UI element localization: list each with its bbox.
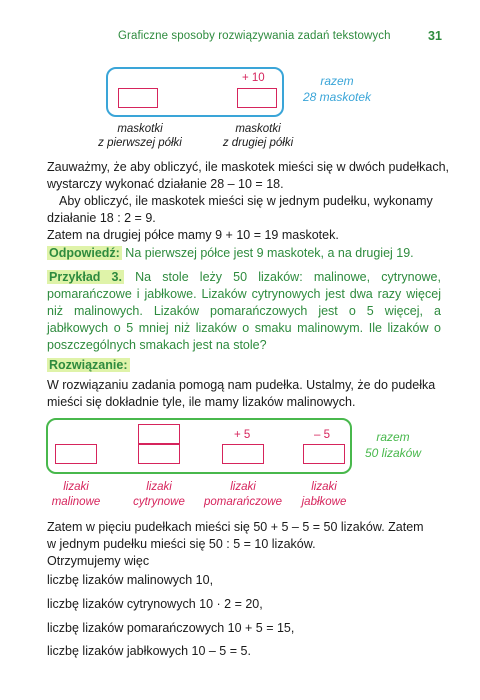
diagram1-total-line1: razem [320, 74, 354, 88]
solution-line: mieści się dokładnie tyle, ile mamy lizaków malinowych. [47, 395, 356, 409]
diagram2-label-pomaranczowe [198, 480, 288, 510]
diagram1-label2-line1: maskotki [235, 123, 281, 135]
conclusion-line: w jednym pudełku mieści się 50 : 5 = 10 lizaków. [47, 537, 316, 551]
diagram2-minus-label: – 5 [314, 429, 330, 441]
result-cytrynowe: liczbę lizaków cytrynowych 10 · 2 = 20, [47, 597, 263, 611]
diagram1-total [297, 73, 377, 105]
diagram1-label1-line2: z pierwszej półki [98, 137, 182, 149]
diagram2-total [360, 429, 426, 461]
diagram1-box-first-shelf [118, 88, 158, 108]
result-pomaranczowe: liczbę lizaków pomarańczowych 10 + 5 = 15, [47, 621, 295, 635]
diagram2-box-cytrynowe-top [138, 424, 180, 444]
answer-line [47, 245, 414, 262]
diagram2-total-line1: razem [376, 430, 410, 444]
result-malinowe: liczbę lizaków malinowych 10, [47, 573, 214, 587]
diagram2-label-line: lizaki [63, 481, 89, 493]
diagram2-label-line: lizaki [146, 481, 172, 493]
explanation-line: wystarczy wykonać działanie 28 – 10 = 18. [47, 177, 284, 191]
diagram2-label-cytrynowe [114, 480, 204, 510]
diagram2-box-jablkowe [303, 444, 345, 464]
solution-paragraph [47, 377, 435, 411]
explanation-paragraph [47, 159, 449, 244]
explanation-line: Zauważmy, że aby obliczyć, ile maskotek mieści się w dwóch pudełkach, [47, 160, 450, 174]
diagram1-label2-line2: z drugiej półki [222, 137, 294, 149]
page-header-title: Graficzne sposoby rozwiązywania zadań tekstowych [118, 30, 391, 42]
result-jablkowe: liczbę lizaków jabłkowych 10 – 5 = 5. [47, 644, 251, 658]
diagram2-label-jablkowe [279, 480, 369, 510]
diagram1-label-second-shelf [198, 122, 318, 150]
explanation-line: Aby obliczyć, ile maskotek mieści się w jednym pudełku, wykonamy [59, 194, 433, 208]
diagram2-plus-label: + 5 [234, 429, 251, 441]
diagram2-label-line: cytrynowe [133, 496, 185, 508]
page-number: 31 [428, 29, 442, 43]
answer-text: Na pierwszej półce jest 9 maskotek, a na drugiej 19. [121, 246, 414, 260]
explanation-line: Zatem na drugiej półce mamy 9 + 10 = 19 maskotek. [47, 228, 339, 242]
answer-label: Odpowiedź: [49, 246, 120, 260]
example-label: Przykład 3. [49, 270, 122, 284]
diagram1-label1-line1: maskotki [117, 123, 163, 135]
example-text: Na stole leży 50 lizaków: malinowe, cytrynowe, pomarańczowe i jabłkowe. Lizaków cytrynowych jest dwa razy więcej niż malinowych. Lizaków pomarańczowych jest o 5 więcej, a jabłkowych o 5 mniej niż lizaków o smaku malinowym. Ile lizaków o poszczególnych smakach jest na stole? [47, 270, 441, 352]
solution-label: Rozwiązanie: [49, 358, 128, 372]
diagram2-box-cytrynowe-bottom [138, 444, 180, 464]
conclusion-line: Zatem w pięciu pudełkach mieści się 50 + 5 – 5 = 50 lizaków. Zatem [47, 520, 424, 534]
diagram2-label-line: jabłkowe [301, 496, 347, 508]
diagram1-label-first-shelf [80, 122, 200, 150]
diagram1-box-second-shelf [237, 88, 277, 108]
diagram1-plus-label: + 10 [242, 72, 265, 84]
conclusion-paragraph [47, 519, 424, 570]
explanation-line: działanie 18 : 2 = 9. [47, 211, 156, 225]
diagram1-total-line2: 28 maskotek [302, 90, 372, 104]
conclusion-line: Otrzymujemy więc [47, 554, 150, 568]
solution-line: W rozwiązaniu zadania pomogą nam pudełka. Ustalmy, że do pudełka [47, 378, 436, 392]
diagram2-label-line: pomarańczowe [204, 496, 282, 508]
diagram2-box-malinowe [55, 444, 97, 464]
diagram2-label-malinowe [31, 480, 121, 510]
diagram2-label-line: lizaki [311, 481, 337, 493]
diagram2-box-pomaranczowe [222, 444, 264, 464]
diagram2-label-line: malinowe [51, 496, 101, 508]
example-task [47, 269, 441, 354]
diagram2-total-line2: 50 lizaków [364, 446, 422, 460]
diagram2-label-line: lizaki [230, 481, 256, 493]
